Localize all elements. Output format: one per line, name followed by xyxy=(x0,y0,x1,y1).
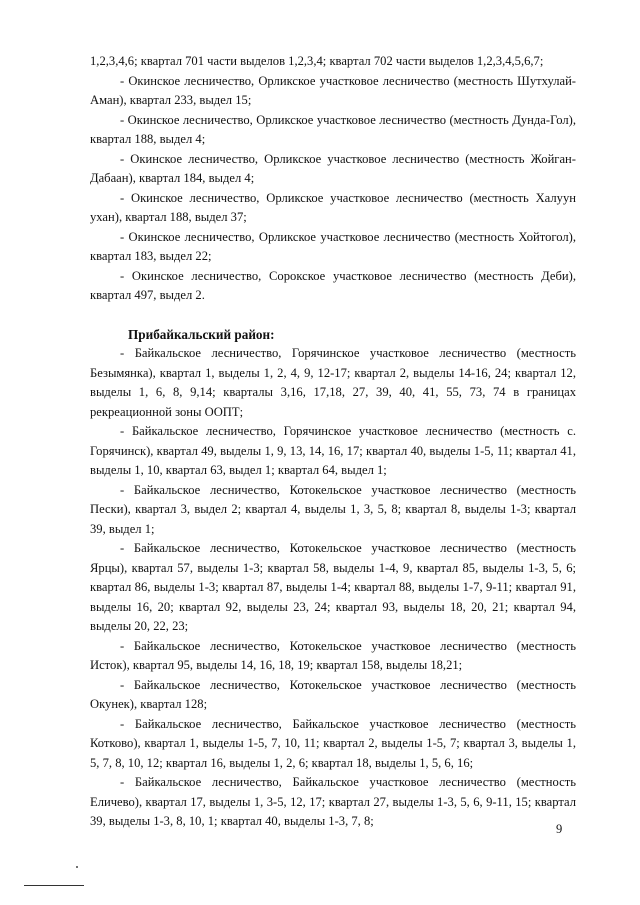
document-page xyxy=(90,52,576,832)
oka-item-3: - Окинское лесничество, Орликское участковое лесничество (местность Жойган-Дабаан), квартал 184, выдел 4; xyxy=(90,151,576,185)
pribaikal-item-4: - Байкальское лесничество, Котокельское участковое лесничество (местность Ярцы), квартал 57, выделы 1-3; квартал 58, выделы 1-4, 9, квартал 85, выделы 1-3, 5, 6; квартал 86, выделы 1-3; квартал 87, выделы 1-4; квартал 88, выделы 1-7, 9-11; квартал 91, выделы 16, 20; квартал 92, выделы 23, 24; квартал 93, выделы 18, 20, 21; квартал 94, выделы 20, 22, 23; xyxy=(90,541,576,633)
pribaikal-item-3: - Байкальское лесничество, Котокельское участковое лесничество (местность Пески), квартал 3, выдел 2; квартал 4, выделы 1, 3, 5, 8; квартал 8, выделы 1-3; квартал 39, выдел 1; xyxy=(90,482,576,536)
pribaikal-item-8: - Байкальское лесничество, Байкальское участковое лесничество (местность Еличево), квартал 17, выделы 1, 3-5, 12, 17; квартал 27, выделы 1-3, 5, 6, 9-11, 15; квартал 39, выделы 1-3, 8, 10, 1; квартал 40, выделы 1-3, 7, 8; xyxy=(90,775,576,828)
oka-item-1: - Окинское лесничество, Орликское участковое лесничество (местность Шутхулай-Аман), квартал 233, выдел 15; xyxy=(90,73,576,107)
scan-mark xyxy=(76,866,78,868)
section-heading: Прибайкальский район: xyxy=(128,326,275,342)
pribaikal-item-1: - Байкальское лесничество, Горячинское участковое лесничество (местность Безымянка), квартал 1, выделы 1, 2, 4, 9, 12-17; квартал 2, выделы 14-16, 24; квартал 12, выделы 1, 6, 8, 9,14; кварталы 3,16, 17,18, 27, 39, 40, 41, 55, 73, 74 в границах рекреационной зоны ООПТ; xyxy=(90,346,576,419)
pribaikal-item-7: - Байкальское лесничество, Байкальское участковое лесничество (местность Котково), квартал 1, выделы 1-5, 7, 10, 11; квартал 2, выделы 1-5, 7; квартал 3, выделы 1, 5, 7, 8, 10, 12; квартал 16, выделы 1, 2, 6; квартал 18, выделы 1, 5, 6, 16; xyxy=(90,716,576,770)
oka-item-2: - Окинское лесничество, Орликское участковое лесничество (местность Дунда-Гол), квартал 188, выдел 4; xyxy=(90,112,576,146)
page-number: 9 xyxy=(556,822,563,836)
oka-item-5: - Окинское лесничество, Орликское участковое лесничество (местность Хойтогол), квартал 183, выдел 22; xyxy=(90,229,576,263)
footer-rule xyxy=(24,885,84,886)
pribaikal-item-2: - Байкальское лесничество, Горячинское участковое лесничество (местность с. Горячинск), квартал 49, выделы 1, 9, 13, 14, 16, 17; квартал 40, выделы 1-5, 11; квартал 41, выделы 1, 10, квартал 63, выдел 1; квартал 64, выдел 1; xyxy=(90,424,576,477)
pribaikal-item-6: - Байкальское лесничество, Котокельское участковое лесничество (местность Окунек), квартал 128; xyxy=(90,677,576,711)
oka-item-6: - Окинское лесничество, Сорокское участковое лесничество (местность Деби), квартал 497, выдел 2. xyxy=(90,268,576,302)
pribaikal-item-5: - Байкальское лесничество, Котокельское участковое лесничество (местность Исток), квартал 95, выделы 14, 16, 18, 19; квартал 158, выделы 18,21; xyxy=(90,638,576,672)
oka-item-4: - Окинское лесничество, Орликское участковое лесничество (местность Халуун ухан), квартал 188, выдел 37; xyxy=(90,190,576,224)
opening-paragraph: 1,2,3,4,6; квартал 701 части выделов 1,2,3,4; квартал 702 части выделов 1,2,3,4,5,6,7; xyxy=(90,54,544,68)
